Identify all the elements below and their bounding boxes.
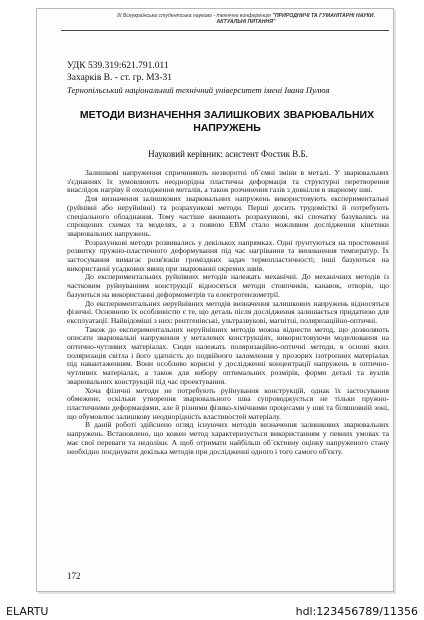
body-text	[67, 169, 389, 456]
header-divider	[61, 30, 389, 31]
paper-title: МЕТОДИ ВИЗНАЧЕННЯ ЗАЛИШКОВИХ ЗВАРЮВАЛЬНИХ НАПРУЖЕНЬ	[79, 109, 375, 134]
paragraph: До експериментальних неруйнівних методів визначення залишкових напружень відносяться фізичні. Основною їх особливістю є те, що деталь після дослідження залишається придатною для експлуатації. Найвідоміші з них: рентгенівські, ультразвукові, магнітні, поляризаційно-оптичні.	[67, 298, 389, 325]
repository-label: ELARTU	[6, 605, 49, 618]
scientific-advisor: Науковий керівник: асистент Фостик В.Б.	[148, 149, 308, 159]
conference-header	[105, 13, 387, 26]
handle-identifier[interactable]: hdl:123456789/11356	[295, 605, 418, 618]
document-page	[36, 8, 394, 592]
udc-code: УДК 539.319:621.791.011	[67, 61, 169, 71]
paragraph: Залишкові напруження спричиняють незворотні об`ємні зміни в металі. У зварювальних з'єднаннях їх зумовлюють неоднорідна пластична деформація та структурні перетворення внаслідок нагріву й охолодження металів, а також розчинення газів з довкілля в зварному шві.	[67, 168, 389, 195]
paragraph: В даній роботі здійснено огляд існуючих методів визначення залишкових зварювальних напружень. Встановлено, що кожен метод характеризується використанням у певних умовах та має свої переваги та недоліки. А щоб отримати найбільш об`єктивну оцінку напруженого стану необхідно поєднувати декілька методів при дослідженні одного і того самого об'єкту.	[67, 420, 389, 456]
paragraph: Також до експериментальних неруйнівних методів можна віднести метод, що дозволяють описати зварювальні напруження у металевих конструкціях, використовуючи моделювання на оптично-чутливих матеріалах. Сюди належать поляризаційно-оптичні методи, в основі яких поляризація світла і його здатність до подвійного заломлення у прозорих ізотропних матеріалах під навантаженням. Вони особливо корисні у дослідженні концентрації напружень в оптично-чутливих матеріалах, а також для вибору оптимальних розмірів, форми деталі та вузлів зварювальних конструкцій під час проектування.	[67, 324, 389, 386]
paragraph: Розрахункові методи розвивались у декількох напрямках. Одні ґрунтуються на простеженні розвитку пружно-пластичного деформування під час нагрівання та виникнення температур. Їх застосування вимагає розв'язків громіздких задач термопластичності; інші базуються на використанні усадкових явищ при зварюванні окремих швів.	[67, 237, 389, 273]
page-number: 172	[67, 571, 81, 581]
conference-header-subtitle: АКТУАЛЬНІ ПИТАННЯ"	[216, 19, 276, 26]
affiliation: Тернопільський національний технічний університет імені Івана Пулюя	[67, 85, 330, 95]
conference-header-title: "ПРИРОДНИЧІ ТА ГУМАНІТАРНІ НАУКИ.	[272, 13, 375, 19]
author-line: Захарків В. - ст. гр. МЗ-31	[67, 73, 172, 83]
conference-header-prefix: III Всеукраїнська студентська науково - технічна конференція	[117, 13, 273, 19]
paragraph: До експериментальних руйнівних методів належать механічні. До механічних методів із частковим руйнуванням конструкції відносяться методи стовпчиків, канавок, отворів, що базуються на використанні деформометрів та електротензометрії.	[67, 272, 389, 299]
viewer-footer	[0, 604, 424, 620]
paragraph: Хоча фізичні методи не потребують руйнування конструкцій, однак їх застосування обмежене, оскільки утворення зварювального шва супроводжується не тільки пружно-пластичними деформаціями, але й різними фізико-хімічними процесами у шві та біляшовній зоні, що обумовлює залишкову неоднорідність властивостей матеріалу.	[67, 385, 389, 421]
paragraph: Для визначення залишкових зварювальних напружень використовують експериментальні (руйнівні або неруйнівні) та розрахункові методи. Перші досить трудомісткі й потребують спеціального обладнання. Тому частіше вживають розрахункові, які спочатку базувались на спрощених схемах та моделях, а з появою ЕВМ стало можливим дослідження кінетики зварювальних напружень.	[67, 194, 389, 238]
